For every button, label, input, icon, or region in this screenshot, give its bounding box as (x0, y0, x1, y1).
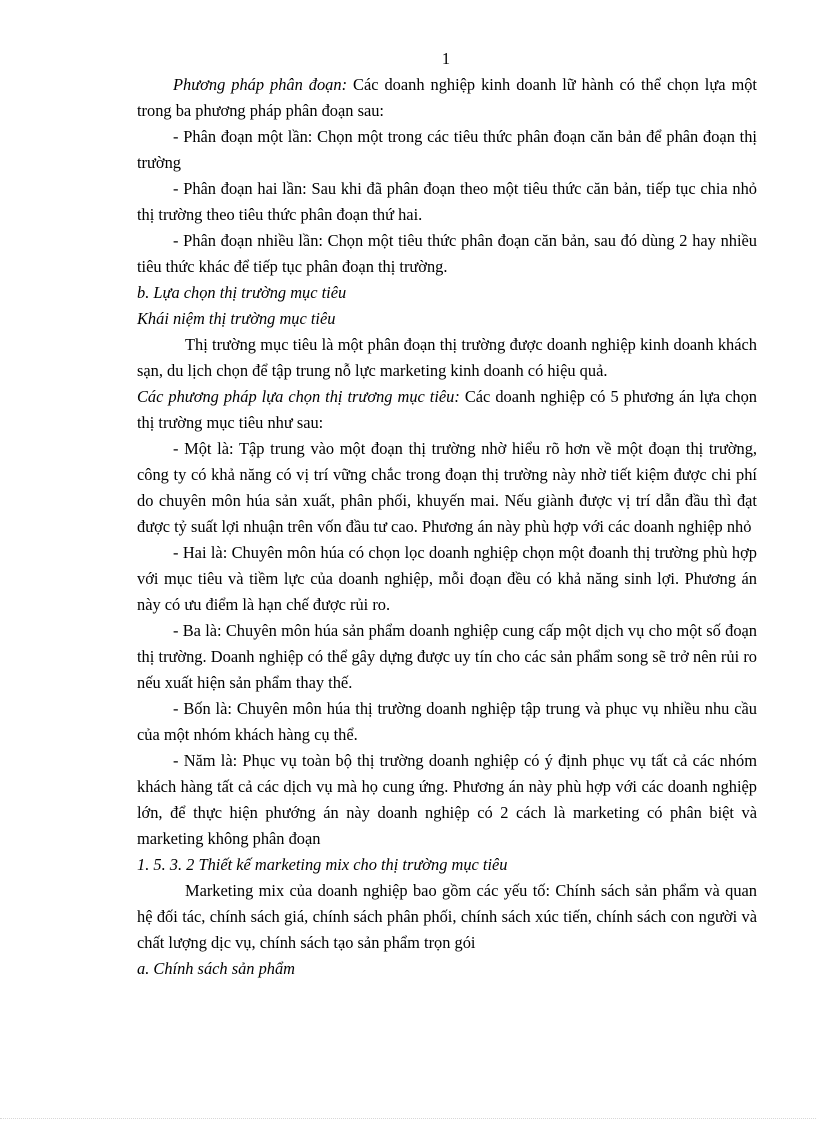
heading-product-policy: a. Chính sách sản phẩm (137, 959, 295, 978)
paragraph-double-segmentation: - Phân đoạn hai lần: Sau khi đã phân đoạn theo một tiêu thức căn bản, tiếp tục chia nhỏ thị trường theo tiêu thức phân đoạn thứ hai. (137, 179, 757, 224)
segmentation-methods-text: Các doanh nghiệp kinh doanh lữ hành có thể chọn lựa một trong ba phương pháp phân đoạn sau: (137, 75, 757, 120)
paragraph-target-market-methods (137, 384, 757, 436)
paragraph-segmentation-methods (137, 72, 757, 124)
paragraph-multiple-segmentation: - Phân đoạn nhiều lần: Chọn một tiêu thức phân đoạn căn bản, sau đó dùng 2 hay nhiều tiêu thức khác để tiếp tục phân đoạn thị trường. (137, 231, 757, 276)
paragraph-option-three: - Ba là: Chuyên môn húa sản phẩm doanh nghiệp cung cấp một dịch vụ cho một số đoạn thị trường. Doanh nghiệp có thể gây dựng được uy tín cho các sản phẩm song sẽ trở nên rủi ro nếu xuất hiện sản phẩm thay thế. (137, 621, 757, 692)
segmentation-methods-label: Phương pháp phân đoạn: (173, 75, 348, 94)
paragraph-option-five: - Năm là: Phục vụ toàn bộ thị trường doanh nghiệp có ý định phục vụ tất cả các nhóm khách hàng tất cả các dịch vụ mà họ cung ứng. Phương án này phù hợp với các doanh nghiệp lớn, để thực hiện phướng án này doanh nghiệp có 2 cách là marketing có phân biệt và marketing không phân đoạn (137, 751, 757, 848)
paragraph-option-four: - Bốn là: Chuyên môn húa thị trường doanh nghiệp tập trung và phục vụ nhiều nhu cầu của một nhóm khách hàng cụ thể. (137, 699, 757, 744)
page-content (137, 72, 757, 982)
target-market-methods-label: Các phương pháp lựa chọn thị trương mục tiêu: (137, 387, 460, 406)
page-bottom-border (0, 1118, 816, 1119)
heading-target-market-concept: Khái niệm thị trường mục tiêu (137, 309, 336, 328)
paragraph-marketing-mix: Marketing mix của doanh nghiệp bao gồm các yếu tố: Chính sách sản phẩm và quan hệ đối tác, chính sách giá, chính sách phân phối, chính sách xúc tiến, chính sách con người và chất lượng dịc vụ, chính sách tạo sản phẩm trọn gói (137, 881, 757, 952)
heading-target-market-selection: b. Lựa chọn thị trường mục tiêu (137, 283, 347, 302)
paragraph-single-segmentation: - Phân đoạn một lần: Chọn một trong các tiêu thức phân đoạn căn bản để phân đoạn thị trường (137, 127, 757, 172)
target-market-methods-text: Các doanh nghiệp có 5 phương án lựa chọn thị trường mục tiêu như sau: (137, 387, 758, 432)
heading-marketing-mix-design: 1. 5. 3. 2 Thiết kế marketing mix cho thị trường mục tiêu (137, 855, 508, 874)
paragraph-target-market-definition: Thị trường mục tiêu là một phân đoạn thị trường được doanh nghiệp kinh doanh khách sạn, du lịch chọn để tập trung nỗ lực marketing kinh doanh có hiệu quả. (137, 335, 757, 380)
paragraph-option-two: - Hai là: Chuyên môn húa có chọn lọc doanh nghiệp chọn một đoanh thị trường phù hợp với mục tiêu và tiềm lực của doanh nghiệp, mỗi đoạn đều có khả năng sinh lợi. Phương án này có ưu điểm là hạn chế được rủi ro. (137, 543, 757, 614)
page-number: 1 (441, 49, 451, 68)
paragraph-option-one: - Một là: Tập trung vào một đoạn thị trường nhờ hiểu rõ hơn về một đoạn thị trường, công ty có khả năng có vị trí vững chắc trong đoạn thị trường này nhờ tiết kiệm được chi phí do chuyên môn húa sản xuất, phân phối, khuyến mai. Nếu giành được vị trí dẫn đầu thì đạt được tỷ suất lợi nhuận trên vốn đầu tư cao. Phương án này phù hợp với các doanh nghiệp nhỏ (137, 439, 757, 536)
